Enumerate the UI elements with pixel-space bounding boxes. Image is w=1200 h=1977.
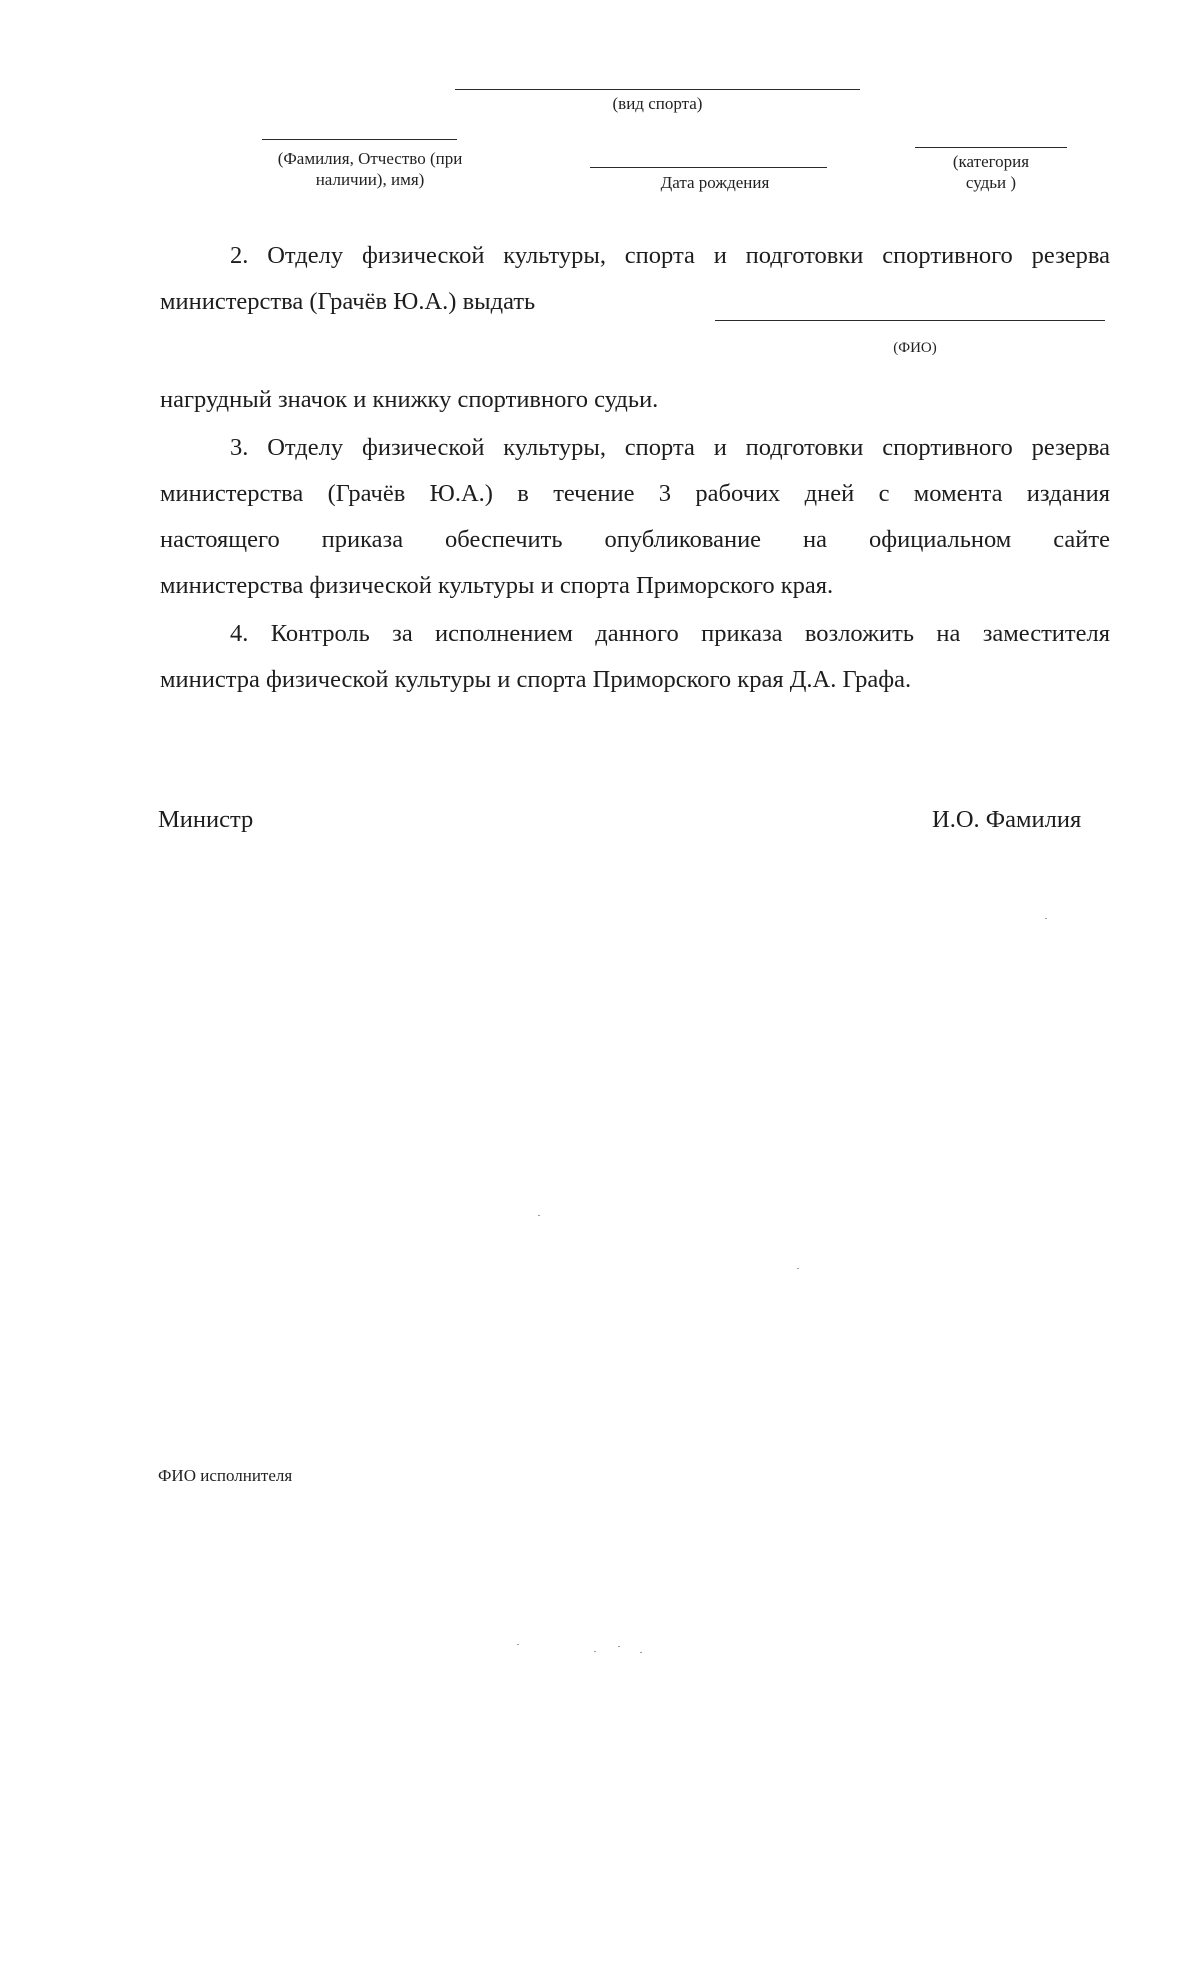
clause-4-line-2: министра физической культуры и спорта Приморского края Д.А. Графа. (160, 666, 912, 693)
fio-caption: (ФИО) (893, 340, 937, 356)
scan-speck (594, 1651, 596, 1652)
birth-blank-line (590, 167, 827, 168)
clause-2-line-2: министерства (Грачёв Ю.А.) выдать (160, 288, 536, 315)
clause-3-line-1: 3. Отделу физической культуры, спорта и подготовки спортивного резерва (230, 434, 1110, 461)
signature-name: И.О. Фамилия (932, 806, 1082, 833)
sport-blank-line (455, 89, 860, 90)
clause-3-line-3: настоящего приказа обеспечить опубликование на официальном сайте (160, 526, 1110, 553)
scan-speck (797, 1268, 799, 1269)
signature-title: Министр (158, 806, 254, 833)
category-caption-line2: судьи ) (965, 173, 1017, 192)
category-caption-line1: (категория (952, 152, 1030, 171)
name-blank-line (262, 139, 457, 140)
name-caption-line2: наличии), имя) (315, 170, 425, 189)
category-blank-line (915, 147, 1067, 148)
scan-speck (517, 1644, 519, 1645)
scan-speck (618, 1646, 620, 1647)
clause-3-line-4: министерства физической культуры и спорта Приморского края. (160, 572, 834, 599)
scan-speck (640, 1652, 642, 1653)
fio-blank-line (715, 320, 1105, 321)
clause-3-line-2: министерства (Грачёв Ю.А.) в течение 3 рабочих дней с момента издания (160, 480, 1110, 507)
sport-caption: (вид спорта) (612, 94, 703, 113)
executor-label: ФИО исполнителя (158, 1466, 293, 1485)
name-caption-line1: (Фамилия, Отчество (при (277, 149, 463, 168)
clause-4-line-1: 4. Контроль за исполнением данного приказа возложить на заместителя (230, 620, 1110, 647)
scan-speck (538, 1215, 540, 1216)
clause-2-line-3: нагрудный значок и книжку спортивного судьи. (160, 386, 659, 413)
clause-2-line-1: 2. Отделу физической культуры, спорта и подготовки спортивного резерва (230, 242, 1110, 269)
birth-caption: Дата рождения (660, 173, 770, 192)
scan-speck (1045, 918, 1047, 919)
